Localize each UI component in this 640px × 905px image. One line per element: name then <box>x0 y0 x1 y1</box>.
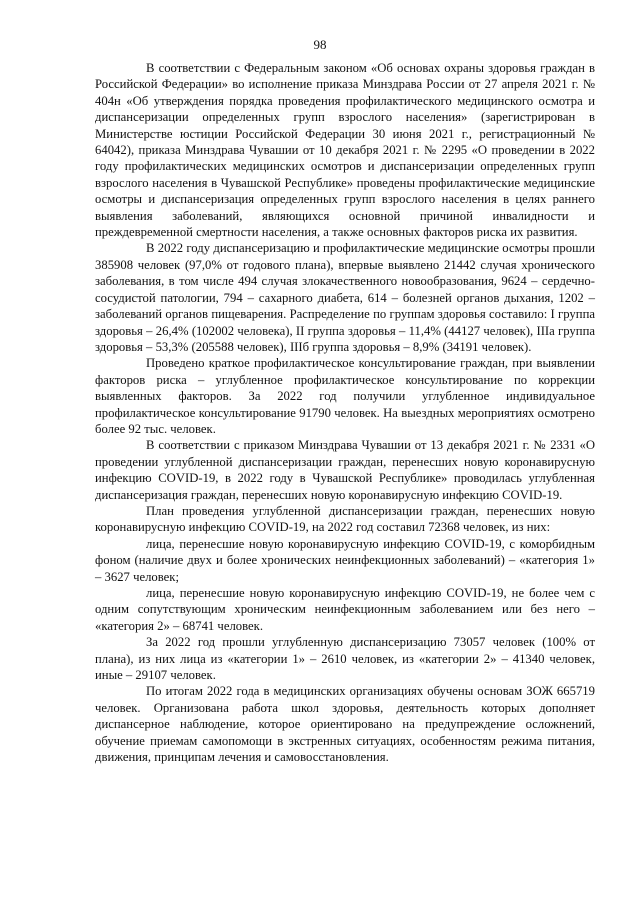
paragraph-covid-order: В соответствии с приказом Минздрава Чувашии от 13 декабря 2021 г. № 2331 «О проведении углубленной диспансеризации граждан, перенесших новую коронавирусную инфекцию COVID-19, в 2022 году в Чувашской Республике» проводилась углубленная диспансеризация граждан, перенесших новую коронавирусную инфекцию COVID-19. <box>95 438 595 502</box>
page-number: 98 <box>313 37 327 52</box>
paragraph-counseling: Проведено краткое профилактическое консультирование граждан, при выявлении факторов риска – углубленное профилактическое консультирование по коррекции выявленных факторов. За 2022 год получили углубленное индивидуальное профилактическое консультирование 91790 человек. На выездных мероприятиях осмотрено более 92 тыс. человек. <box>95 356 595 436</box>
paragraph-category-1: лица, перенесшие новую коронавирусную инфекцию COVID-19, с коморбидным фоном (наличие двух и более хронических неинфекционных заболеваний) – «категория 1» – 3627 человек; <box>95 536 595 584</box>
paragraph-screening-results: В 2022 году диспансеризацию и профилактические медицинские осмотры прошли 385908 человек (97,0% от годового плана), впервые выявлено 21442 случая хронического заболевания, в том числе 494 случая злокачественного новообразования, 9624 – сердечно-сосудистой патологии, 794 – сахарного диабета, 614 – болезней органов дыхания, 1202 – заболеваний органов пищеварения. Распределение по группам здоровья составило: I группа здоровья – 26,4% (102002 человека), II группа здоровья – 11,4% (44127 человек), IIIа группа здоровья – 53,3% (205588 человек), IIIб группа здоровья – 8,9% (34191 человек). <box>95 241 595 354</box>
paragraph-covid-results: За 2022 год прошли углубленную диспансеризацию 73057 человек (100% от плана), из них лица из «категории 1» – 2610 человек, из «категории 2» – 41340 человек, иные – 29107 человек. <box>95 635 595 683</box>
page-body <box>95 60 595 765</box>
paragraph-federal-law: В соответствии с Федеральным законом «Об основах охраны здоровья граждан в Российской Федерации» во исполнение приказа Минздрава России от 27 апреля 2021 г. № 404н «Об утверждения порядка проведения профилактического медицинского осмотра и диспансеризации определенных групп взрослого населения» (зарегистрирован в Министерстве юстиции Российской Федерации 30 июня 2021 г., регистрационный № 64042), приказа Минздрава Чувашии от 10 декабря 2021 г. № 2295 «О проведении в 2022 году профилактических медицинских осмотров и диспансеризации определенных групп взрослого населения в Чувашской Республике» проведены профилактические медицинские осмотры и диспансеризация определенных групп взрослого населения в целях раннего выявления заболеваний, являющихся основной причиной инвалидности и преждевременной смертности населения, а также основных факторов риска их развития. <box>95 61 595 240</box>
paragraph-category-2: лица, перенесшие новую коронавирусную инфекцию COVID-19, не более чем с одним сопутствующим хроническим неинфекционным заболеванием или без него – «категория 2» – 68741 человек. <box>95 586 595 633</box>
paragraph-covid-plan: План проведения углубленной диспансеризации граждан, перенесших новую коронавирусную инфекцию COVID-19, на 2022 год составил 72368 человек, из них: <box>95 503 595 535</box>
paragraph-health-schools: По итогам 2022 года в медицинских организациях обучены основам ЗОЖ 665719 человек. Организована работа школ здоровья, деятельность которых дополняет диспансерное наблюдение, которое ориентировано на предупреждение осложнений, обучение приемам самопомощи в экстренных ситуациях, особенностям режима питания, движения, принципам лечения и самовосстановления. <box>95 684 595 765</box>
